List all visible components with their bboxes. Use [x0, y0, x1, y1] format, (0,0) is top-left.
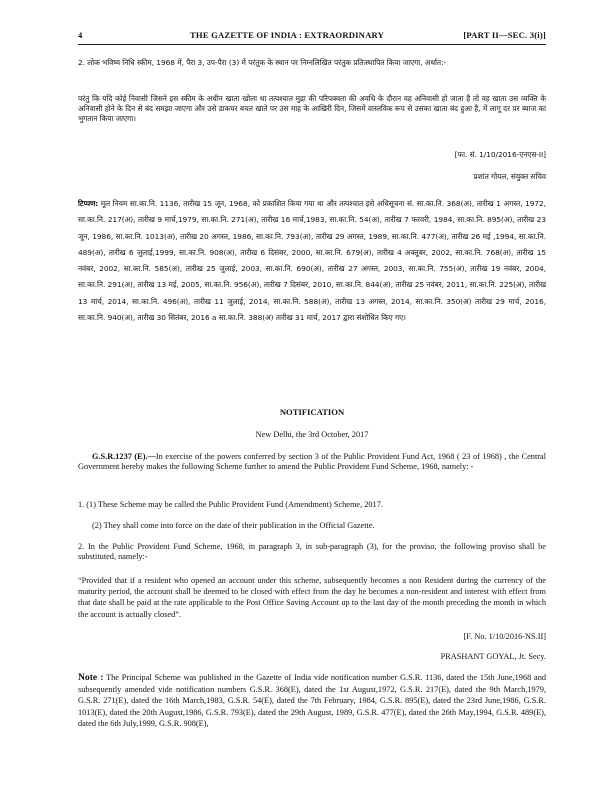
hindi-item-2: 2. लोक भविष्य निधि स्कीम, 1968 में, पैरा 3, उप-पैरा (3) में परंतुक के स्थान पर निम्नलिखित परंतुक प्रतिःस्थापित किया जाएगा, अर्थात:-: [78, 58, 447, 67]
notification-heading: NOTIFICATION: [279, 407, 345, 417]
english-file-number: [F. No. 1/10/2016-NS.II]: [463, 632, 546, 641]
english-note-text: The Principal Scheme was published in the Gazette of India vide notification number G.S.R. 1136, dated the 15th June,1968 and subsequently amended vide notification numbers G.S.R. 368(E), dated the 1st August,1972, G.S.R. 217(E), dated the 9th March,1979, G.S.R. 271(E), dated the 16th March,1983, G.S.R. 54(E), dated the 7th February, 1984, G.S.R. 895(E), dated the 23rd June,1986, G.S.R. 1013(E), dated the 20th August,1986, G.S.R. 793(E), dated the 29th August, 1989, G.S.R. 477(E), dated the 26th May,1994, G.S.R. 489(E), dated the 6th July,1999, G.S.R. 908(E),: [78, 673, 546, 729]
header-rule: [78, 44, 546, 45]
part-section: [PART II—SEC. 3(i)]: [463, 30, 546, 40]
gsr-number: G.S.R.1237 (E).—: [92, 452, 156, 461]
item-1-1: 1. (1) These Scheme may be called the Public Provident Fund (Amendment) Scheme, 2017.: [78, 500, 383, 509]
english-note: [78, 672, 546, 730]
item-2: 2. In the Public Provident Fund Scheme, 1968, in paragraph 3, in sub-paragraph (3), for the proviso, the following proviso shall be substituted, namely:-: [78, 542, 546, 562]
hindi-note: [78, 196, 546, 326]
item-1-2: (2) They shall come into force on the date of their publication in the Official Gazette.: [92, 521, 375, 530]
english-proviso: “Provided that if a resident who opened an account under this scheme, subsequently becomes a non Resident during the currency of the maturity period, the account shall be deemed to be closed with effect from the day he becomes a non-resident and interest with effect from that date shall be paid at the rate applicable to the Post Office Saving Account up to the last day of the month preceding the month in which the account is actually closed”.: [78, 576, 546, 619]
english-note-label: Note :: [78, 672, 104, 683]
hindi-note-text: मूल नियम सा.का.नि. 1136, तारीख 15 जून, 1968, को प्रकाशित किया गया था और तत्पश्चात इसे अधिसूचना सं. सा.का.नि. 368(अ), तारीख 1 अगस्त, 1972, सा.का.नि. 217(अ), तारीख 9 मार्च,1979, सा.का.नि. 271(अ), तारीख 16 मार्च,1983, सा.का.नि. 54(अ), तारीख 7 फरवरी, 1984, सा.का.नि. 895(अ), तारीख 23 जून, 1986, सा.का.नि. 1013(अ), तारीख 20 अगस्त, 1986, सा.का.नि. 793(अ), तारीख 29 अगस्त, 1989, सा.का.नि. 477(अ), तारीख 26 मई ,1994, सा.का.नि. 489(अ), तारीख 6 जुलाई,1999, सा.का.नि. 908(अ), तारीख 6 दिसंबर, 2000, सा.का.नि. 679(अ), तारीख 4 अक्तूबर, 2002, सा.का.नि. 768(अ), तारीख 15 नवंबर, 2002, सा.का.नि. 585(अ), तारीख 25 जुलाई, 2003, सा.का.नि. 690(अ), तारीख 27 अगस्त, 2003, सा.का.नि. 755(अ), तारीख 19 नवंबर, 2004, सा.का.नि. 291(अ), तारीख 13 मई, 2005, सा.का.नि. 956(अ), तारीख 7 दिसंबर, 2010, सा.का.नि. 844(अ), तारीख 25 नवंबर, 2011, सा.का.नि. 225(अ), तारीख 13 मार्च, 2014, सा.का.नि. 496(अ), तारीख 11 जुलाई, 2014, सा.का.नि. 588(अ), तारीख 13 अगस्त, 2014, सा.का.नि. 350(अ) तारीख 29 मार्च, 2016, सा.का.नि. 940(अ), तारीख 30 सितंबर, 2016 a सा.का.नि. 388(अ) तारीख 31 मार्च, 2017 द्वारा संशोधित किए गए।: [78, 199, 546, 323]
hindi-file-number: [फा. सं. 1/10/2016-एनएस-II]: [454, 150, 546, 159]
english-signatory: PRASHANT GOYAL, Jt. Secy.: [440, 652, 546, 661]
hindi-proviso: परंतु कि यदि कोई निवासी जिसने इस स्कीम के अधीन खाता खोला था तत्पश्चात मुद्रा की परिपक्वता की अवधि के दौरान वह अनिवासी हो जाता है तो वह खाता उस व्यक्ति के अनिवासी होने के दिन से बंद समझा जाएगा और उसे डाकघर बचत खाते पर उस माह के आखिरी दिन, जिसमें वास्तविक रूप से उसका खाता बंद हुआ है, में लागू दर पर ब्याज का भुगतान किया जाएगा।: [78, 94, 546, 124]
hindi-signatory: प्रशांत गोयल, संयुक्त सचिव: [473, 172, 546, 181]
place-date: New Delhi, the 3rd October, 2017: [255, 430, 369, 439]
page-number: 4: [78, 30, 83, 40]
gazette-title: THE GAZETTE OF INDIA : EXTRAORDINARY: [190, 30, 384, 40]
gsr-paragraph: [78, 452, 546, 472]
gsr-text: In exercise of the powers conferred by section 3 of the Public Provident Fund Act, 1968 ( 23 of 1968) , the Central Government hereby makes the following Scheme further to amend the Public Provident Fund Scheme, 1968, namely: -: [78, 452, 546, 472]
hindi-note-label: टिप्पण:: [78, 199, 99, 208]
